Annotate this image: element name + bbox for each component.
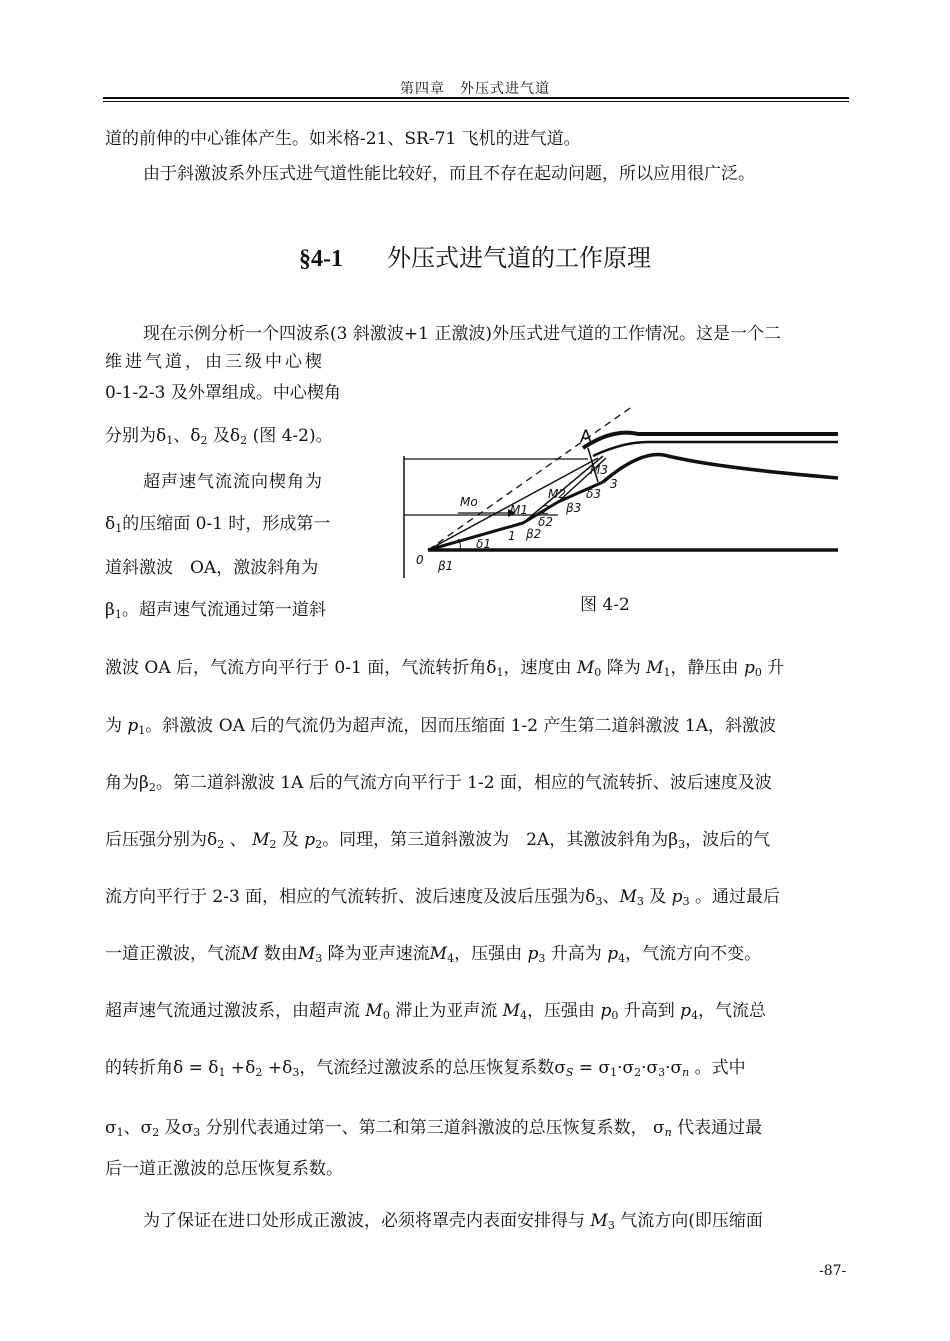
section-heading: 外压式进气道的工作原理 [387,244,651,272]
beta-2-label: β2 [526,527,542,541]
delta-3-label: δ3 [586,487,601,501]
section-title [0,238,950,273]
point-0-label: 0 [416,553,424,567]
delta-1-label: δ1 [476,537,491,551]
mach-3-label: M3 [590,463,608,477]
paragraph-line: 流方向平行于 2-3 面，相应的气流转折、波后速度及波后压强为$\delta_3$、$M_3$ 及 $p_3$ 。通过最后 [105,887,780,908]
paragraph-line: 后压强分别为$\delta_2$ 、 $M_2$ 及 $p_2$。同理，第三道斜激波为 2A，其激波斜角为$\beta_3$，波后的气 [105,830,771,851]
paragraph-line: 维进气道，由三级中心楔 [105,352,325,372]
paragraph-line: 分别为$\delta_1$、$\delta_2$ 及$\delta_2$ (图 4-2)。 [105,426,333,447]
page-number: -87- [819,1263,847,1279]
paragraph-line: $\beta_1$。超声速气流通过第一道斜 [105,600,326,621]
paragraph-line: 为 $p_1$。斜激波 OA 后的气流仍为超声流，因而压缩面 1-2 产生第二道斜激波 1A，斜激波 [105,716,776,737]
paragraph-line: 道斜激波 OA，激波斜角为 [105,558,319,578]
paragraph-line: 0-1-2-3 及外罩组成。中心楔角 [105,383,341,403]
point-3-label: 3 [610,477,618,491]
beta-1-label: β1 [438,559,454,573]
paragraph-line: 角为$\beta_2$。第二道斜激波 1A 后的气流方向平行于 1-2 面，相应的气流转折、波后速度及波 [105,773,772,794]
point-a-label: A [580,427,592,447]
delta-2-label: δ2 [538,515,553,529]
point-2-label: 2 [542,503,550,517]
mach-1-label: M1 [510,503,528,517]
mach-2-label: M2 [548,487,566,501]
header-rule-thin [103,101,849,102]
paragraph-line: $\delta_1$的压缩面 0-1 时，形成第一 [105,514,331,535]
paragraph-line: 一道正激波，气流M 数由$M_3$ 降为亚声速流$M_4$，压强由 $p_3$ 升高为 $p_4$，气流方向不变。 [105,944,762,965]
paragraph-line: 超声速气流流向楔角为 [143,472,323,492]
paragraph-line: 由于斜激波系外压式进气道性能比较好，而且不存在起动问题，所以应用很广泛。 [143,164,755,184]
header-rule [103,97,849,99]
paragraph-line: 道的前伸的中心锥体产生。如米格-21、SR-71 飞机的进气道。 [105,129,581,149]
paragraph-line: 的转折角$\delta = \delta_1 +\delta_2 +\delta_3$，气流经过激波系的总压恢复系数$\sigma_S = \sigma_1\cdot\sigma_2\cdot\sigma_3\cdot\sigma_n$ 。式中 [105,1058,746,1079]
page-header: 第四章 外压式进气道 [400,81,550,97]
paragraph-line: $\sigma_1$、$\sigma_2$ 及$\sigma_3$ 分别代表通过第一、第二和第三道斜激波的总压恢复系数， $\sigma_n$ 代表通过最 [105,1118,763,1139]
point-1-label: 1 [508,529,516,543]
inlet-diagram [398,398,844,582]
paragraph-line: 超声速气流通过激波系，由超声流 $M_0$ 滞止为亚声流 $M_4$，压强由 $p_0$ 升高到 $p_4$，气流总 [105,1001,767,1022]
figure-caption: 图 4-2 [580,595,630,615]
section-number: §4-1 [299,246,343,272]
beta-3-label: β3 [566,501,582,515]
paragraph-line: 激波 OA 后，气流方向平行于 0-1 面，气流转折角$\delta_1$，速度由 $M_0$ 降为 $M_1$，静压由 $p_0$ 升 [105,658,785,679]
paragraph-line: 为了保证在进口处形成正激波，必须将罩壳内表面安排得与 $M_3$ 气流方向(即压缩面 [143,1211,763,1232]
paragraph-line: 现在示例分析一个四波系(3 斜激波+1 正激波)外压式进气道的工作情况。这是一个二 [143,324,781,344]
mach-0-label: Mo [460,495,478,509]
paragraph-line: 后一道正激波的总压恢复系数。 [105,1159,343,1179]
